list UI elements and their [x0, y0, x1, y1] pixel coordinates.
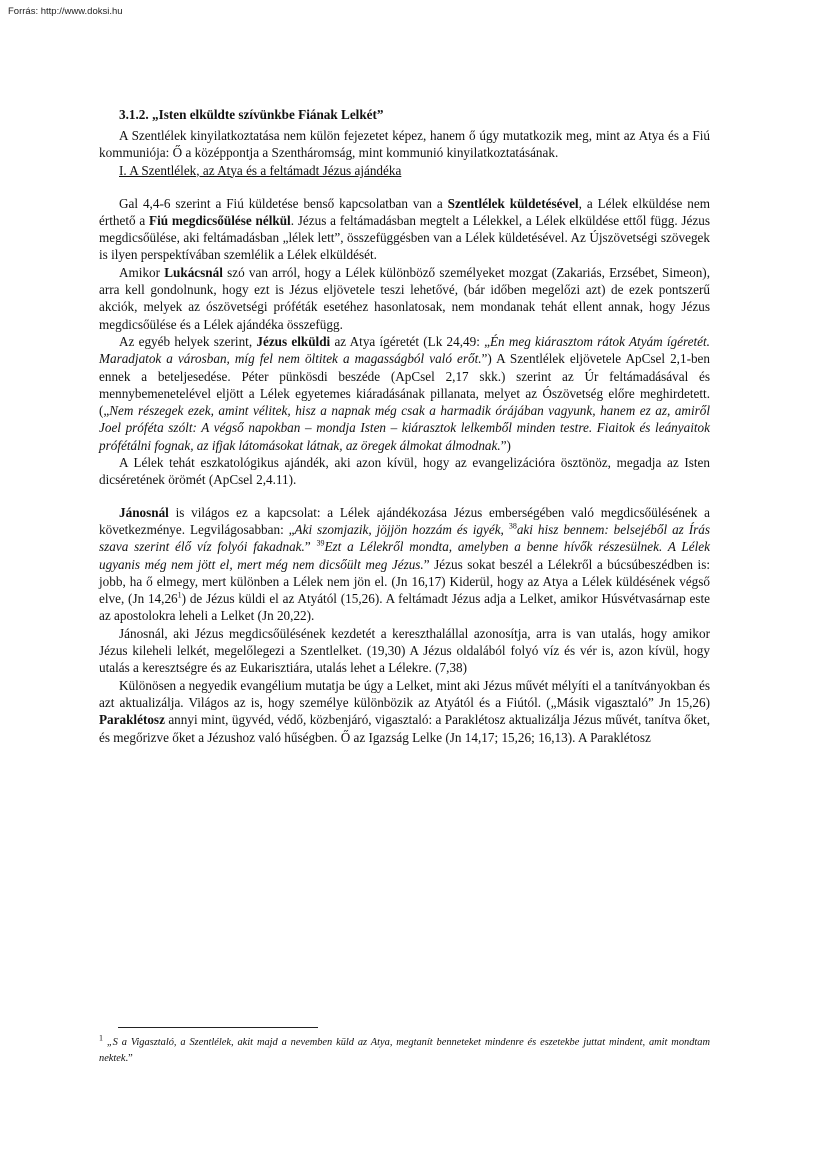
paragraph-john-cross: Jánosnál, aki Jézus megdicsőülésének kezdetét a kereszthalállal azonosítja, arra is van utalás, hogy amikor Jézus kileheli lelkét, megelőlegezi a Szentlelket. (19,30) A Jézus oldalából folyó víz és vér is, azon kívül, hogy utalás a keresztségre és az Eukarisztiára, utalás lehet a Lélekre. (7,38): [99, 625, 710, 676]
paragraph-gap: [99, 489, 710, 504]
paragraph-john: Jánosnál is világos ez a kapcsolat: a Lélek ajándékozása Jézus emberségében való megdicsőülésének a következménye. Legvilágosabban: „Aki szomjazik, jöjjön hozzám és igyék, $^{38}$aki hisz bennem: belsejéből az Írás szava szerint élő víz folyói fakadnak.” $^{39}$Ezt a Lélekről mondta, amelyben a benne hívők részesülnek. A Lélek ugyanis még nem jött el, mert még nem dicsőült meg Jézus.” Jézus sokat beszél a Lélekről a búcsúbeszédben is: jobb, ha ő elmegy, mert különben a Lélek nem jön el. (Jn 16,17) Kiderül, hogy az Atya a Lélek küldésének végső elve, (Jn 14,26$^1$) de Jézus küldi el az Atyától (15,26). A feltámadt Jézus adja a Lelket, amikor Húsvétvasárnap este az apostolokra leheli a Lelket (Jn 20,22).: [99, 504, 710, 624]
paragraph-paraclete: Különösen a negyedik evangélium mutatja be úgy a Lelket, mint aki Jézus művét mélyíti el a tanítványokban és azt aktualizálja. Világos az is, hogy személye különbözik az Atyától és a Fiútól. („Másik vigasztaló” Jn 15,26) Paraklétosz annyi mint, ügyvéd, védő, közbenjáró, vigasztaló: a Paraklétosz aktualizálja Jézus művét, tanítva őket, és megőrizve őket a Jézushoz való hűségben. Ő az Igazság Lelke (Jn 14,17; 15,26; 16,13). A Paraklétosz: [99, 677, 710, 745]
source-line: Forrás: http://www.doksi.hu: [8, 6, 123, 17]
paragraph-galatians: Gal 4,4-6 szerint a Fiú küldetése benső kapcsolatban van a Szentlélek küldetésével, a Lélek elküldése nem érthető a Fiú megdicsőülése nélkül. Jézus a feltámadásban megtelt a Lélekkel, a Lélek elküldése ettől függ. Jézus megdicsőülése, aki feltámadásban „lélek lett”, összefüggésben van a Lélek küldetésével. Az Újszövetségi szövegek is ilyen perspektívában szemlélik a Lélek elküldését.: [99, 195, 710, 263]
footnote-mark: 1: [99, 1033, 103, 1043]
paragraph-eschatological-gift: A Lélek tehát eszkatológikus ajándék, aki azon kívül, hogy az evangelizációra ösztönöz, megadja az Isten dicséretének örömét (ApCsel 2,4.11).: [99, 455, 710, 488]
footnote-separator: [118, 1027, 318, 1028]
footnote-reference[interactable]: 1: [177, 590, 182, 600]
footnote: $^1$ „S a Vigasztaló, a Szentlélek, akit majd a nevemben küld az Atya, megtanít benneteket mindenre és eszetekbe juttat mindent, amit mondtam nektek.”: [99, 1033, 710, 1064]
section-heading: 3.1.2. „Isten elküldte szívünkbe Fiának Lelkét”: [119, 107, 384, 122]
paragraph-luke: Amikor Lukácsnál szó van arról, hogy a Lélek különböző személyeket mozgat (Zakariás, Erzsébet, Simeon), arra kell gondolnunk, hogy ezt is Jézus eljövetele teszi lehetővé, (bár időben megelőzi azt) de ezek pontszerű akciók, melyek az ószövetségi próféták esetéhez hasonlatosak, nem mondanak tehát ellent annak, hogy Jézus megdicsőülése és a Lélek ajándéka összefügg.: [99, 264, 710, 332]
paragraph-acts: Az egyéb helyek szerint, Jézus elküldi az Atya ígéretét (Lk 24,49: „Én meg kiárasztom rátok Atyám ígéretét. Maradjatok a városban, míg fel nem öltitek a magasságból való erőt.”) A Szentlélek eljövetele ApCsel 2,1-ben ennek a beteljesedése. Péter pünkösdi beszéde (ApCsel 2,17 skk.) szerint az Úr feltámadásával és mennybemenetelével eljött a Lélek egyetemes kiáradásának pillanata, melyet az Ószövetség előre meghirdetett. („Nem részegek ezek, amint vélitek, hisz a napnak még csak a harmadik órájában vagyunk, hanem ez az, amiről Joel próféta szólt: A végső napokban – mondja Isten – kiárasztok lelkemből minden testre. Fiaitok és leányaitok prófétálni fognak, az ifjak látomásokat látnak, az öregek álmokat álmodnak.”): [99, 333, 710, 453]
document-body: [99, 106, 710, 746]
intro-paragraph: A Szentlélek kinyilatkoztatása nem külön fejezetet képez, hanem ő úgy mutatkozik meg, mint az Atya és a Fiú kommuniója: Ő a középpontja a Szentháromság, mint kommunió kinyilatkoztatásának.: [99, 128, 710, 161]
subsection-heading: I. A Szentlélek, az Atya és a feltámadt Jézus ajándéka: [119, 162, 402, 178]
